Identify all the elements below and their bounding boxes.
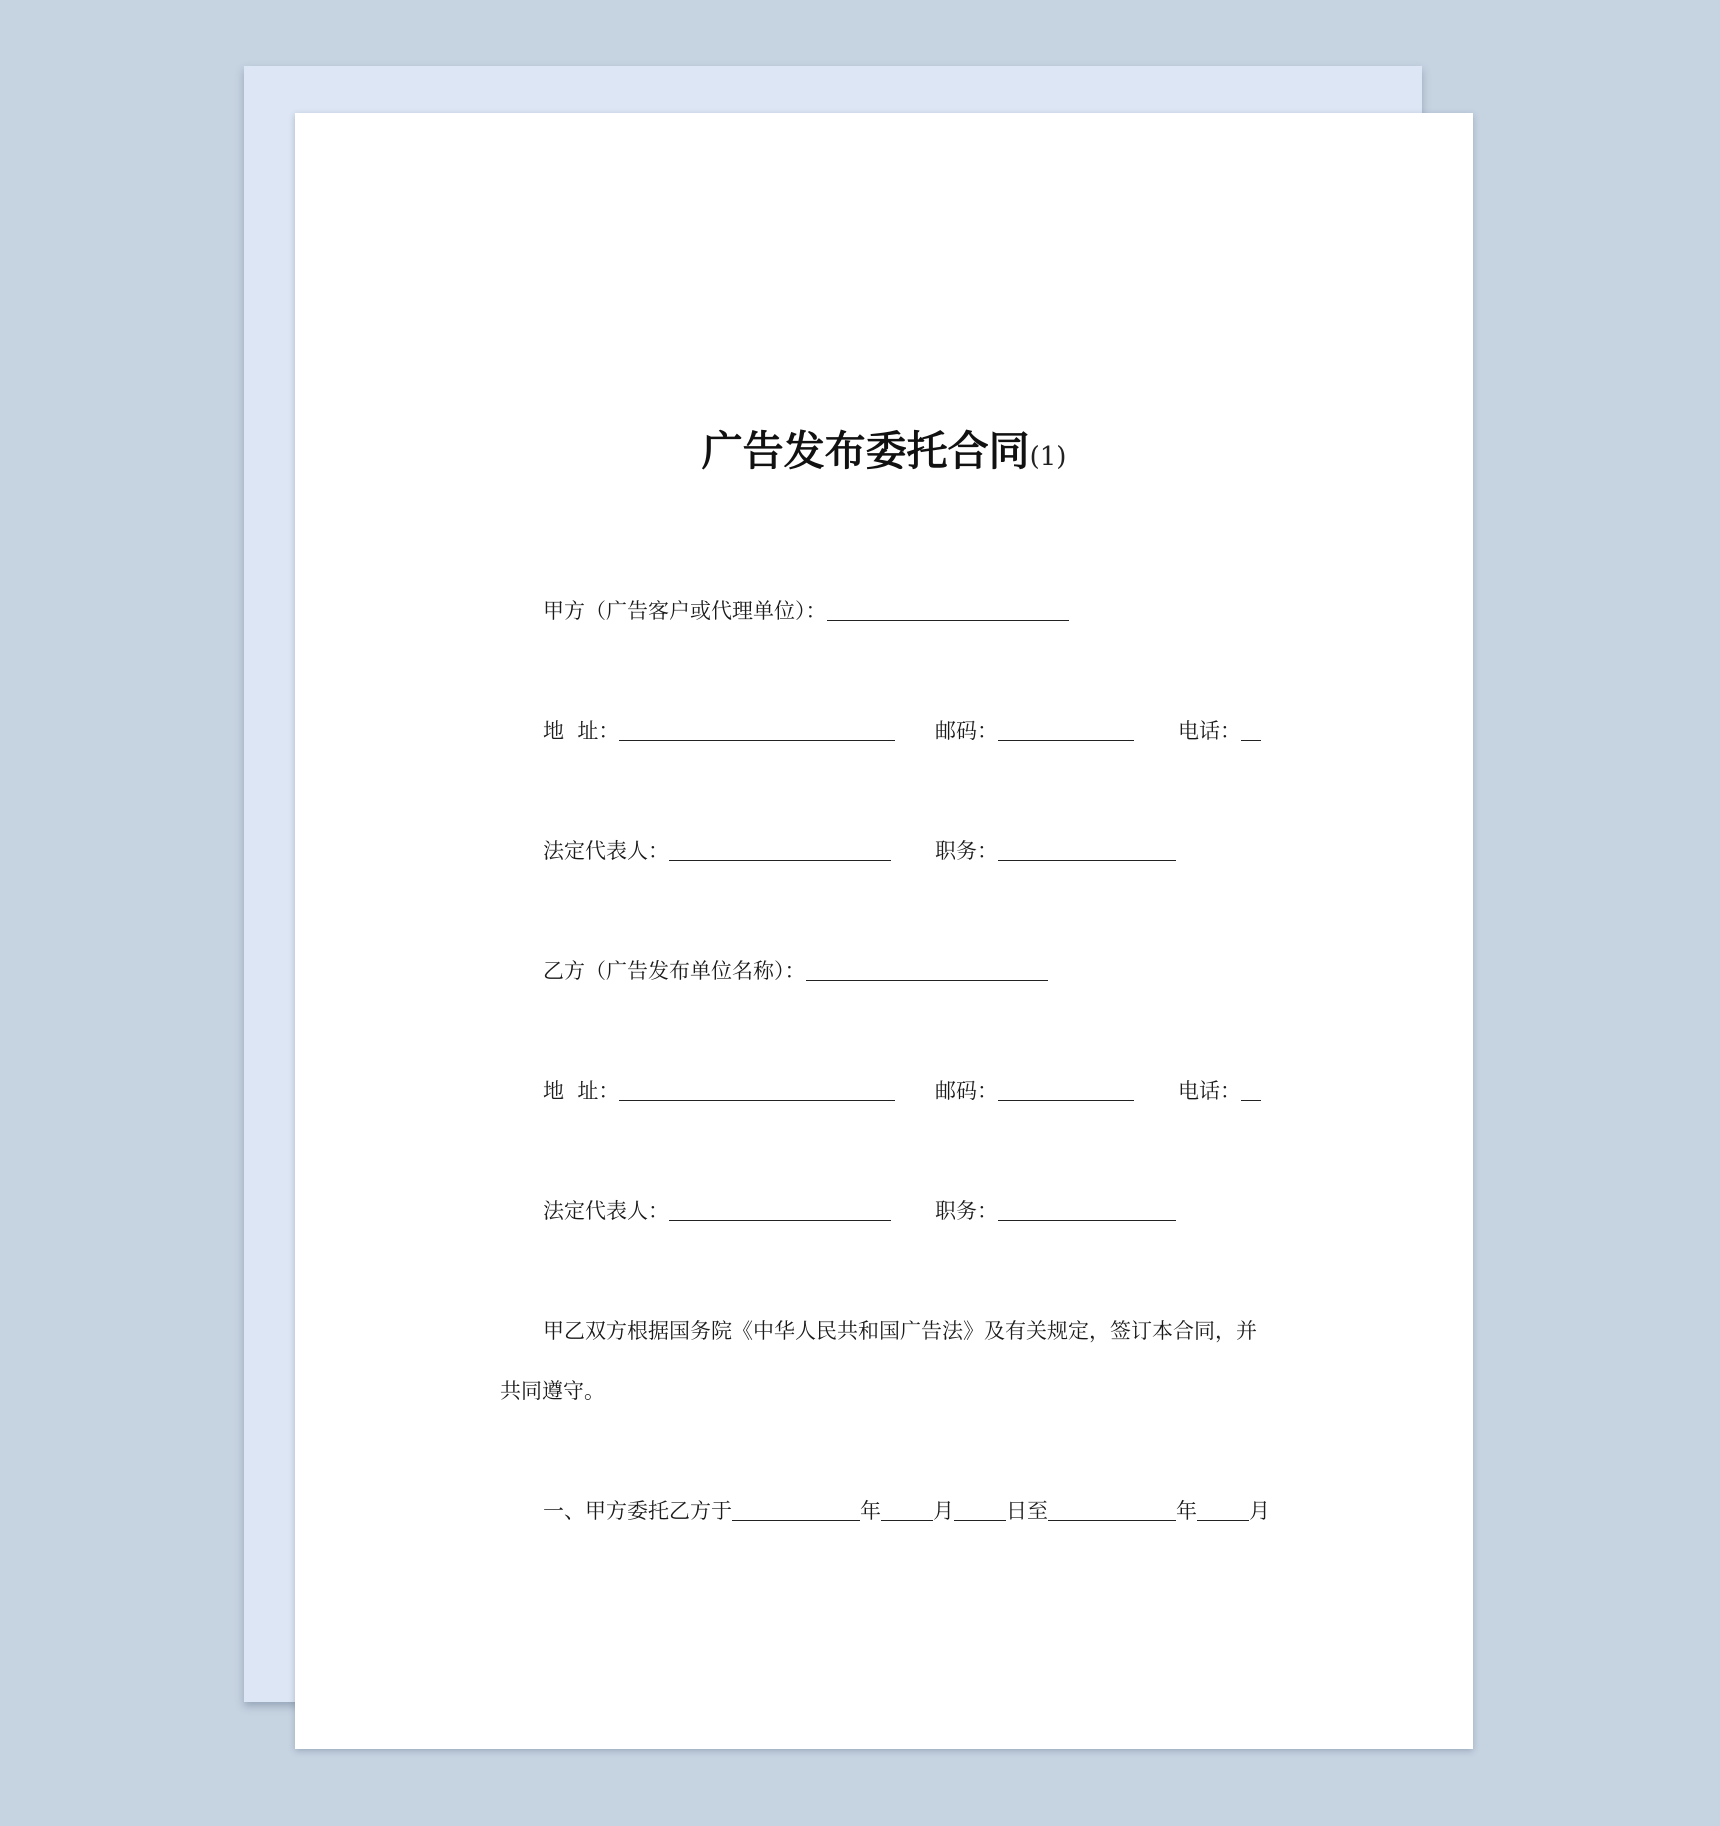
clause-1-year-2: 年 (1176, 1499, 1197, 1523)
party-b-contact-line (543, 1076, 1303, 1106)
party-b-address-blank[interactable] (619, 1078, 895, 1101)
party-a-postcode-blank[interactable] (998, 718, 1134, 741)
party-a-phone-blank[interactable] (1241, 718, 1261, 741)
party-a-label: 甲方（广告客户或代理单位）： (543, 599, 827, 623)
clause-1-month-2: 月 (1249, 1499, 1270, 1523)
party-b-line (543, 956, 1048, 986)
party-b-blank[interactable] (806, 958, 1048, 981)
party-a-postcode-label: 邮码： (935, 719, 998, 743)
party-a-legal-rep-label: 法定代表人： (543, 839, 669, 863)
title-text: 广告发布委托合同 (701, 427, 1030, 475)
party-b-postcode-blank[interactable] (998, 1078, 1134, 1101)
clause-1-start-month-blank[interactable] (881, 1498, 933, 1521)
party-b-label: 乙方（广告发布单位名称）： (543, 959, 806, 983)
party-b-phone-label: 电话： (1178, 1079, 1241, 1103)
clause-1-end-year-blank[interactable] (1048, 1498, 1176, 1521)
party-b-rep-line (543, 1196, 1303, 1226)
party-a-line (543, 596, 1069, 626)
preamble-line-1: 甲乙双方根据国务院《中华人民共和国广告法》及有关规定，签订本合同，并 (543, 1319, 1257, 1343)
party-b-legal-rep-label: 法定代表人： (543, 1199, 669, 1223)
party-a-phone-label: 电话： (1178, 719, 1241, 743)
party-a-position-label: 职务： (935, 839, 998, 863)
clause-1-year-1: 年 (860, 1499, 881, 1523)
party-a-contact-line (543, 716, 1303, 746)
party-a-legal-rep-blank[interactable] (669, 838, 891, 861)
party-a-rep-line (543, 836, 1303, 866)
clause-1-start-day-blank[interactable] (954, 1498, 1006, 1521)
party-b-phone-blank[interactable] (1241, 1078, 1261, 1101)
clause-1-start-year-blank[interactable] (732, 1498, 860, 1521)
clause-1-day-to: 日至 (1006, 1499, 1048, 1523)
party-b-position-blank[interactable] (998, 1198, 1176, 1221)
party-b-legal-rep-blank[interactable] (669, 1198, 891, 1221)
clause-1-end-month-blank[interactable] (1197, 1498, 1249, 1521)
clause-1-line (543, 1496, 1270, 1526)
clause-1-month-1: 月 (933, 1499, 954, 1523)
party-a-address-label: 地 址： (543, 719, 620, 743)
party-a-blank[interactable] (827, 598, 1069, 621)
preamble-line-2: 共同遵守。 (500, 1379, 605, 1403)
party-a-address-blank[interactable] (619, 718, 895, 741)
party-b-position-label: 职务： (935, 1199, 998, 1223)
party-b-address-label: 地 址： (543, 1079, 620, 1103)
clause-1-prefix: 一、甲方委托乙方于 (543, 1499, 732, 1523)
party-a-position-blank[interactable] (998, 838, 1176, 861)
party-b-postcode-label: 邮码： (935, 1079, 998, 1103)
document-title (295, 418, 1473, 477)
document-page (295, 113, 1473, 1749)
title-suffix: (1) (1029, 442, 1067, 472)
